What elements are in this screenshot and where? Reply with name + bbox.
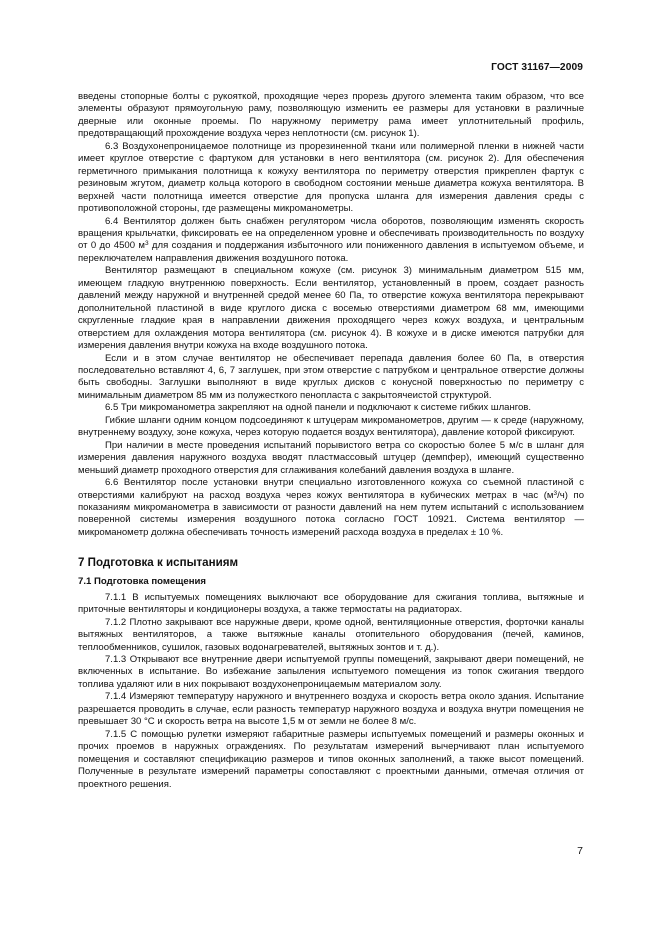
paragraph-7-1-5: 7.1.5 С помощью рулетки измеряют габаритные размеры испытуемых помещений и размеры оконных и прочих проемов в наружных ограждениях. По результатам измерений вычерчивают план испытуемого помещения и составляют спецификацию размеров и типов оконных заполнений, а также высот помещений. Полученные в результате измерений параметры сопоставляют с проектными данными, отмечая отличия от проектного решения. — [78, 728, 584, 790]
paragraph-continuation: введены стопорные болты с рукояткой, проходящие через прорезь другого элемента таким образом, что все элементы образуют прямоугольную раму, позволяющую изменить ее размеры для установки в различные дверные или оконные проемы. По наружному периметру рама имеет уплотнительный профиль, предотвращающий прохождение воздуха через неплотности (см. рисунок 1). — [78, 91, 584, 140]
paragraph-6-3: 6.3 Воздухонепроницаемое полотнище из прорезиненной ткани или полимерной пленки в нижней части имеет круглое отверстие с фартуком для установки в него вентилятора (см. рисунок 2). Для обеспечения герметичного примыкания полотнища к кожуху вентилятора по периметру отверстия прикреплен фартук с резиновым жгутом, диаметр кольца которого в свободном состоянии меньше диаметра кожуха вентилятора. В верхней части полотнища имеется отверстие для пропуска шланга для измерения давления среды с противоположной стороны, где размещены микроманометры. — [78, 140, 584, 215]
section-7-title: 7 Подготовка к испытаниям — [78, 556, 239, 570]
paragraph-6-4-text-a: 6.4 Вентилятор должен быть снабжен регулятором числа оборотов, позволяющим изменять скорость вращения крыльчатки, фиксировать ее на определенном уровне и обеспечивать производительность по воздуху от 0 до 4500 м — [78, 215, 584, 252]
paragraph-6-6-text-a: 6.6 Вентилятор после установки внутри специально изготовленного кожуха со съемной пластиной с отверстиями калибруют на расход воздуха через кожух вентилятора в кубических метрах в час (м — [78, 477, 584, 501]
paragraph-6-5: 6.5 Три микроманометра закрепляют на одной панели и подключают к системе гибких шлангов. — [105, 402, 532, 414]
paragraph-6-4-text-b: для создания и поддержания избыточного или пониженного давления в испытуемом объеме, и переключателем направления движения воздушного потока. — [78, 240, 584, 264]
paragraph-6-6-text-b: /ч) по показаниям микроманометра в зависимости от разности давлений на нем путем испытаний с использованием поверенной системы измерения воздушного потока согласно ГОСТ 10921. Система вентилятор — микроманометр должна обеспечивать точность измерений расхода воздуха в пределах ± 10 %. — [78, 489, 585, 538]
subsection-7-1-title: 7.1 Подготовка помещения — [78, 576, 207, 588]
paragraph-7-1-2: 7.1.2 Плотно закрывают все наружные двери, кроме одной, вентиляционные отверстия, форточки каналы вытяжных вентиляторов, а также вытяжные каналы отопительного оборудования (печей, каминов, теплообменников, сушилок, газовых водонагревателей, вытяжных зонтов и т. д.). — [78, 616, 584, 653]
paragraph-fan-housing: Вентилятор размещают в специальном кожухе (см. рисунок 3) минимальным диаметром 515 мм, имеющем гладкую внутреннюю поверхность. Если вентилятор, установленный в проем, создает разность давлений между наружной и внутренней средой менее 60 Па, то отверстие кожуха вентилятора перекрывают дополнительной пластиной в виде круглого диска с восемью отверстиями диаметром 68 мм, имеющими скругленные гладкие края в направлении движения проходящего через кожух воздуха, и центральным отверстием для охлаждения мотора вентилятора (см. рисунок 4). В кожухе и в диске имеются патрубки для измерения давления внутри кожуха на входе воздушного потока. — [78, 265, 584, 352]
paragraph-wind-damper: При наличии в месте проведения испытаний порывистого ветра со скоростью более 5 м/с в шланг для измерения давления наружного воздуха вводят пластмассовый штуцер (демпфер), имеющий существенно меньший диаметр проходного отверстия для сглаживания колебаний давления воздуха в шланге. — [78, 439, 584, 476]
paragraph-6-6 — [78, 477, 584, 539]
paragraph-6-4 — [78, 216, 584, 266]
paragraph-plugs: Если и в этом случае вентилятор не обеспечивает перепада давления более 60 Па, в отверстия последовательно вставляют 4, 6, 7 заглушек, при этом отверстие с патрубком и центральное отверстие должны быть свободны. Заглушки выполняют в виде круглых дисков с конусной поверхностью по периметру с минимальным диаметром 85 мм из полужесткого пенопласта с закрытоячеистой структурой. — [78, 352, 584, 401]
paragraph-7-1-3: 7.1.3 Открывают все внутренние двери испытуемой группы помещений, закрывают двери помещений, не включенных в испытание. Во избежание запыления испытуемого помещения из топок сжигания твердого топлива удаляют или в них покрывают воздухонепроницаемым материалом золу. — [78, 654, 584, 690]
document-body — [78, 91, 584, 791]
paragraph-7-1-1: 7.1.1 В испытуемых помещениях выключают все оборудование для сжигания топлива, вытяжные и приточные вентиляторы и кондиционеры воздуха, а также термостаты на радиаторах. — [78, 591, 584, 616]
superscript-cubic: 3 — [553, 489, 558, 497]
page-number: 7 — [577, 845, 583, 857]
superscript-cubic: 3 — [144, 240, 149, 248]
document-header: ГОСТ 31167—2009 — [491, 62, 583, 73]
paragraph-7-1-4: 7.1.4 Измеряют температуру наружного и внутреннего воздуха и скорость ветра около здания. Испытание разрешается проводить в случае, если разность температур наружного воздуха и воздуха внутри помещения не превышает 30 °С и скорость ветра на высоте 1,5 м от земли не более 8 м/с. — [78, 691, 584, 728]
paragraph-hoses: Гибкие шланги одним концом подсоединяют к штуцерам микроманометров, другим — к среде (наружному, внутреннему воздуху, зоне кожуха, через которую подается воздух вентилятора), давление которой фиксируют. — [78, 414, 584, 439]
